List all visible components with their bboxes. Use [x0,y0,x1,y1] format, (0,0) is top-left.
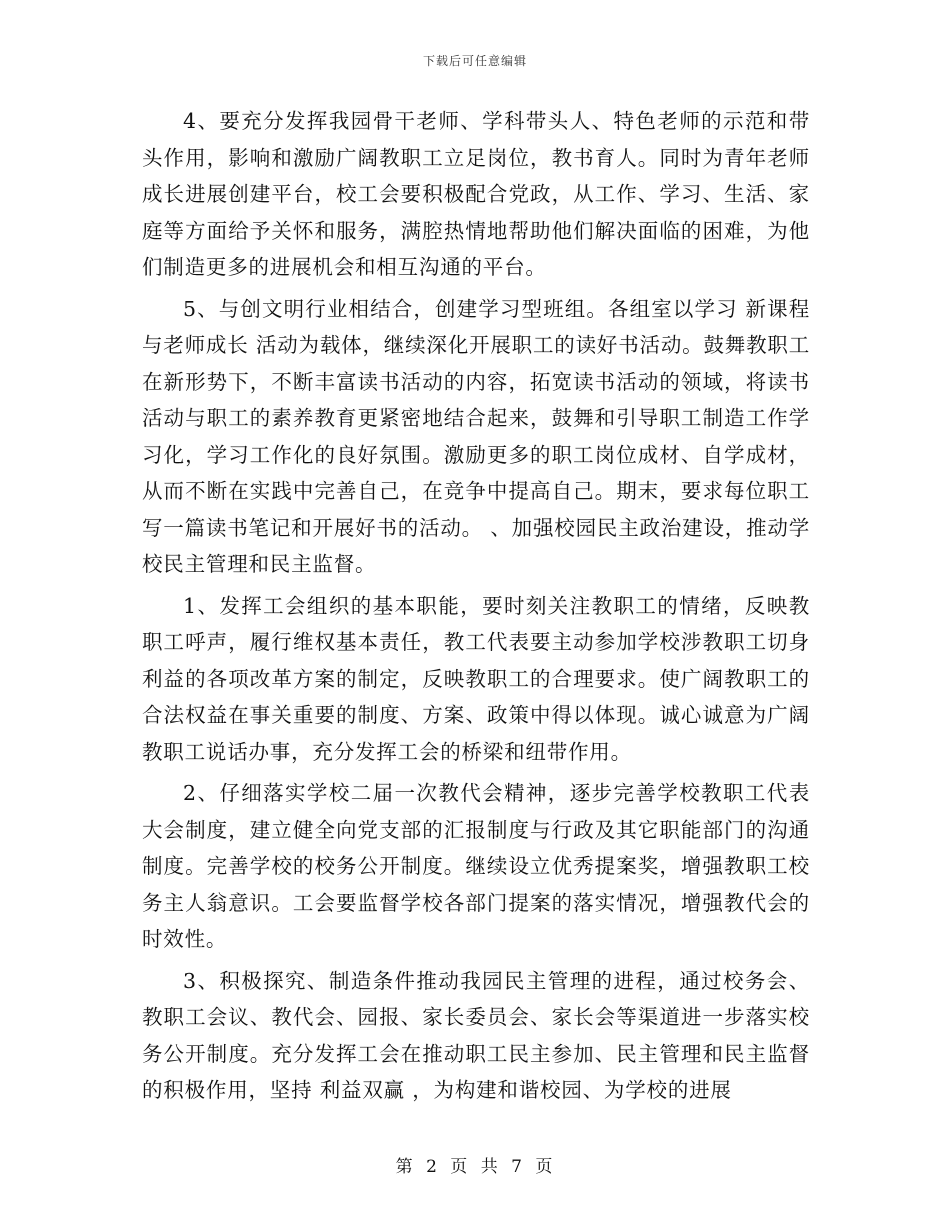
paragraph-item-4: 4、要充分发挥我园骨干老师、学科带头人、特色老师的示范和带头作用，影响和激励广阔教职工立足岗位，教书育人。同时为青年老师成长进展创建平台，校工会要积极配合党政，从工作、学习、生活、家庭等方面给予关怀和服务，满腔热情地帮助他们解决面临的困难，为他们制造更多的进展机会和相互沟通的平台。 [142,109,810,279]
paragraph-item-2: 2、仔细落实学校二届一次教代会精神，逐步完善学校教职工代表大会制度，建立健全向党支部的汇报制度与行政及其它职能部门的沟通制度。完善学校的校务公开制度。继续设立优秀提案奖，增强教职工校务主人翁意识。工会要监督学校各部门提案的落实情况，增强教代会的时效性。 [142,781,810,951]
page-header: 下载后可任意编辑 [422,54,527,68]
paragraph-item-3: 3、积极探究、制造条件推动我园民主管理的进程，通过校务会、教职工会议、教代会、园报、家长委员会、家长会等渠道进一步落实校务公开制度。充分发挥工会在推动职工民主参加、民主管理和民主监督的积极作用，坚持 利益双赢 ，为构建和谐校园、为学校的进展 [142,968,810,1102]
paragraph-item-1: 1、发挥工会组织的基本职能，要时刻关注教职工的情绪，反映教职工呼声，履行维权基本责任，教工代表要主动参加学校涉教职工切身利益的各项改革方案的制定，反映教职工的合理要求。使广阔教职工的合法权益在事关重要的制度、方案、政策中得以体现。诚心诚意为广阔教职工说话办事，充分发挥工会的桥梁和纽带作用。 [142,593,810,764]
document-body [142,103,810,1109]
page-number-footer: 第 2 页 共 7 页 [395,1157,555,1177]
paragraph-item-5: 5、与创文明行业相结合，创建学习型班组。各组室以学习 新课程与老师成长 活动为载体，继续深化开展职工的读好书活动。鼓舞教职工在新形势下，不断丰富读书活动的内容，拓宽读书活动的领域，将读书活动与职工的素养教育更紧密地结合起来，鼓舞和引导职工制造工作学习化，学习工作化的良好氛围。激励更多的职工岗位成材、自学成材，从而不断在实践中完善自己，在竞争中提高自己。期末，要求每位职工写一篇读书笔记和开展好书的活动。 、加强校园民主政治建设，推动学校民主管理和民主监督。 [142,296,810,576]
